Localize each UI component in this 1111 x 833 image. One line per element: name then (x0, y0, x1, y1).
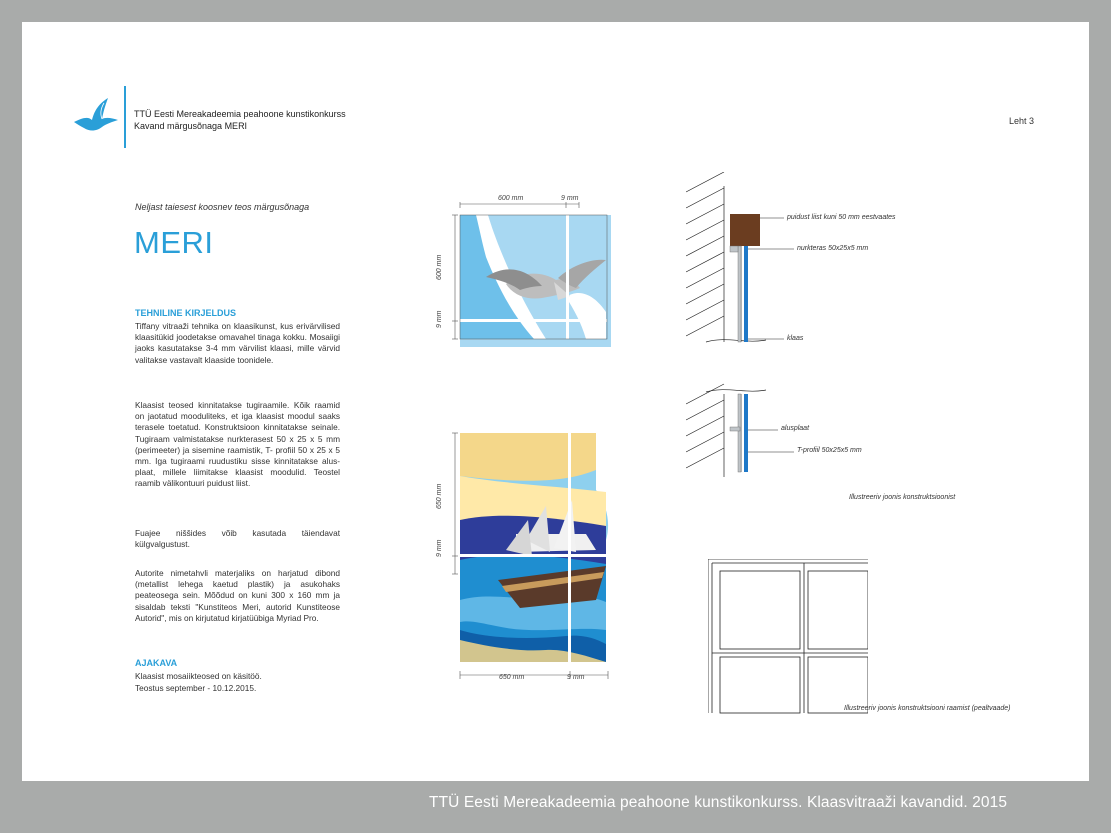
page-title: MERI (134, 225, 214, 260)
dim-top-height: 600 mm (436, 254, 443, 280)
dim-top-width: 600 mm (498, 195, 524, 202)
dim-top-gap: 9 mm (561, 195, 579, 202)
technical-paragraph-3: Fuajee niššides võib kasutada täiendavat külgvalgustust. (135, 528, 340, 550)
label-base-plate: alusplaat (781, 425, 810, 432)
dim-ship-height: 650 mm (436, 483, 443, 509)
schedule-line-2: Teostus september - 10.12.2015. (135, 683, 257, 693)
section-drawing-caption: Illustreeriv joonis konstruktsioonist (849, 494, 956, 501)
ship-glass-panel (446, 430, 616, 680)
label-wood-strip: puidust liist kuni 50 mm eestvaates (787, 214, 896, 221)
dim-top-vgap: 9 mm (436, 310, 443, 328)
technical-paragraph-4: Autorite nimetahvli materjaliks on harjatud dibond (metallist lehega kaetud plastik) ja asukohaks peateosega sein. Mõõdud on kuni 300 x 160 mm ja sisaldab teksti "Kunstiteos Meri, autorid Kunstiteose Autorid", mis on kirjutatud kirjatüübiga Myriad Pro. (135, 568, 340, 623)
frame-drawing-caption: Illustreeriv joonis konstruktsiooni raamist (pealtvaade) (844, 705, 1011, 712)
header-line-1: TTÜ Eesti Mereakadeemia peahoone kunstikonkurss (134, 109, 346, 119)
footer-title: TTÜ Eesti Mereakadeemia peahoone kunstikonkurss. Klaasvitraaži kavandid. 2015 (429, 794, 1008, 811)
technical-heading: TEHNILINE KIRJELDUS (135, 308, 237, 318)
schedule-heading: AJAKAVA (135, 658, 178, 668)
schedule-line-1: Klaasist mosaiikteosed on käsitöö. (135, 671, 262, 681)
document-sheet (22, 22, 1089, 781)
header-line-2: Kavand märgusõnaga MERI (134, 121, 248, 131)
label-glass: klaas (787, 335, 804, 342)
subtitle: Neljast taiesest koosnev teos märgusõnaga (135, 202, 310, 212)
page-number: Leht 3 (1009, 116, 1035, 126)
technical-paragraph-2: Klaasist teosed kinnitatakse tugiraamile. Kõik raamid on jaotatud mooduliteks, et iga klaasist moodul saaks terasele toetatud. Konstruktsioon kinnitatakse seinale. Tugiraam valmistatakse nurkterasest 50 x 25 x 5 mm (perimeeter) ja sisemine raamistik, T- profiil 50 x 25 x 5 mm. Iga tugiraami ruudustiku sisse kinnitatakse alus-plaat, millele liimitakse klaasist moodulid. Teostel raamib välikontuuri puidust liist. (135, 400, 340, 489)
dim-ship-width: 650 mm (499, 674, 525, 681)
technical-paragraph-1: Tiffany vitraaži tehnika on klaasikunst, kus erivärvilised klaasitükid joodetakse omavahel tinaga kokku. Mosaiigi jaoks kasutatakse 3-4 mm värvilist klaasi, mille värvid valitakse vastavalt klaaside toonidele. (135, 321, 340, 365)
dim-ship-gap: 9 mm (567, 674, 585, 681)
dim-ship-vgap: 9 mm (436, 539, 443, 557)
header-divider (124, 86, 126, 148)
seagull-glass-panel (446, 202, 611, 347)
label-t-profile: T-profiil 50x25x5 mm (797, 447, 862, 454)
frame-plan-drawing (708, 559, 868, 714)
seagull-logo-icon (72, 94, 122, 134)
label-angle-steel: nurkteras 50x25x5 mm (797, 245, 869, 252)
